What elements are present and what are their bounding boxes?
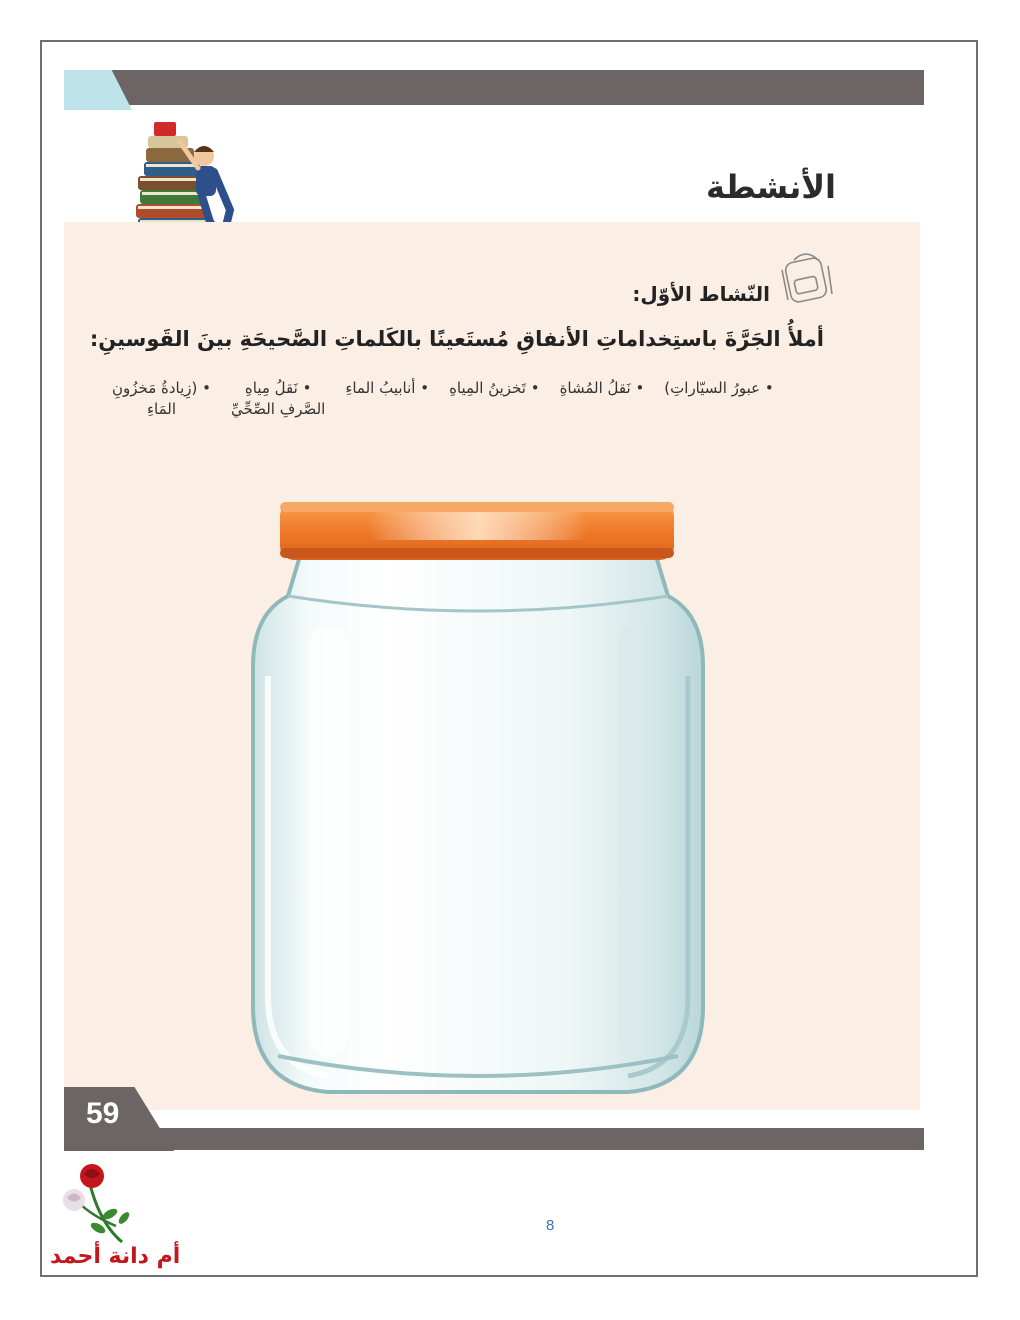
backpack-icon [776,246,838,308]
word-item: • عبورُ السيّاراتِ) [664,379,774,397]
page-number: 59 [86,1097,120,1130]
glass-jar-image [248,496,708,1096]
logo-text: أم دانة أحمد [50,1244,181,1269]
activity-instruction: أملأُ الجَرَّةَ باستِخداماتِ الأنفاقِ مُستَعينًا بالكَلماتِ الصَّحيحَةِ بينَ القَوسينِ: [89,327,824,351]
footer-page-number: 8 [546,1217,555,1234]
word-bank [112,378,832,420]
page-title: الأنشطة [706,168,836,206]
word-item: • نَقلُ المُشاةِ [559,379,645,397]
word-item: • تَخزينُ المِياهِ [449,379,540,397]
footer-bar [64,1128,924,1150]
activity-title: النّشاط الأوّل: [632,282,770,306]
word-item: • (زِيادةُ مَخزُونِ المَاءِ [112,379,212,418]
word-item: • نَقلُ مِياهِ الصَّرفِ الصِّحِّيِّ [231,379,326,418]
header-bar [64,70,924,105]
rose-logo-icon [58,1162,148,1246]
word-item: • أنابيبُ الماءِ [345,379,430,397]
